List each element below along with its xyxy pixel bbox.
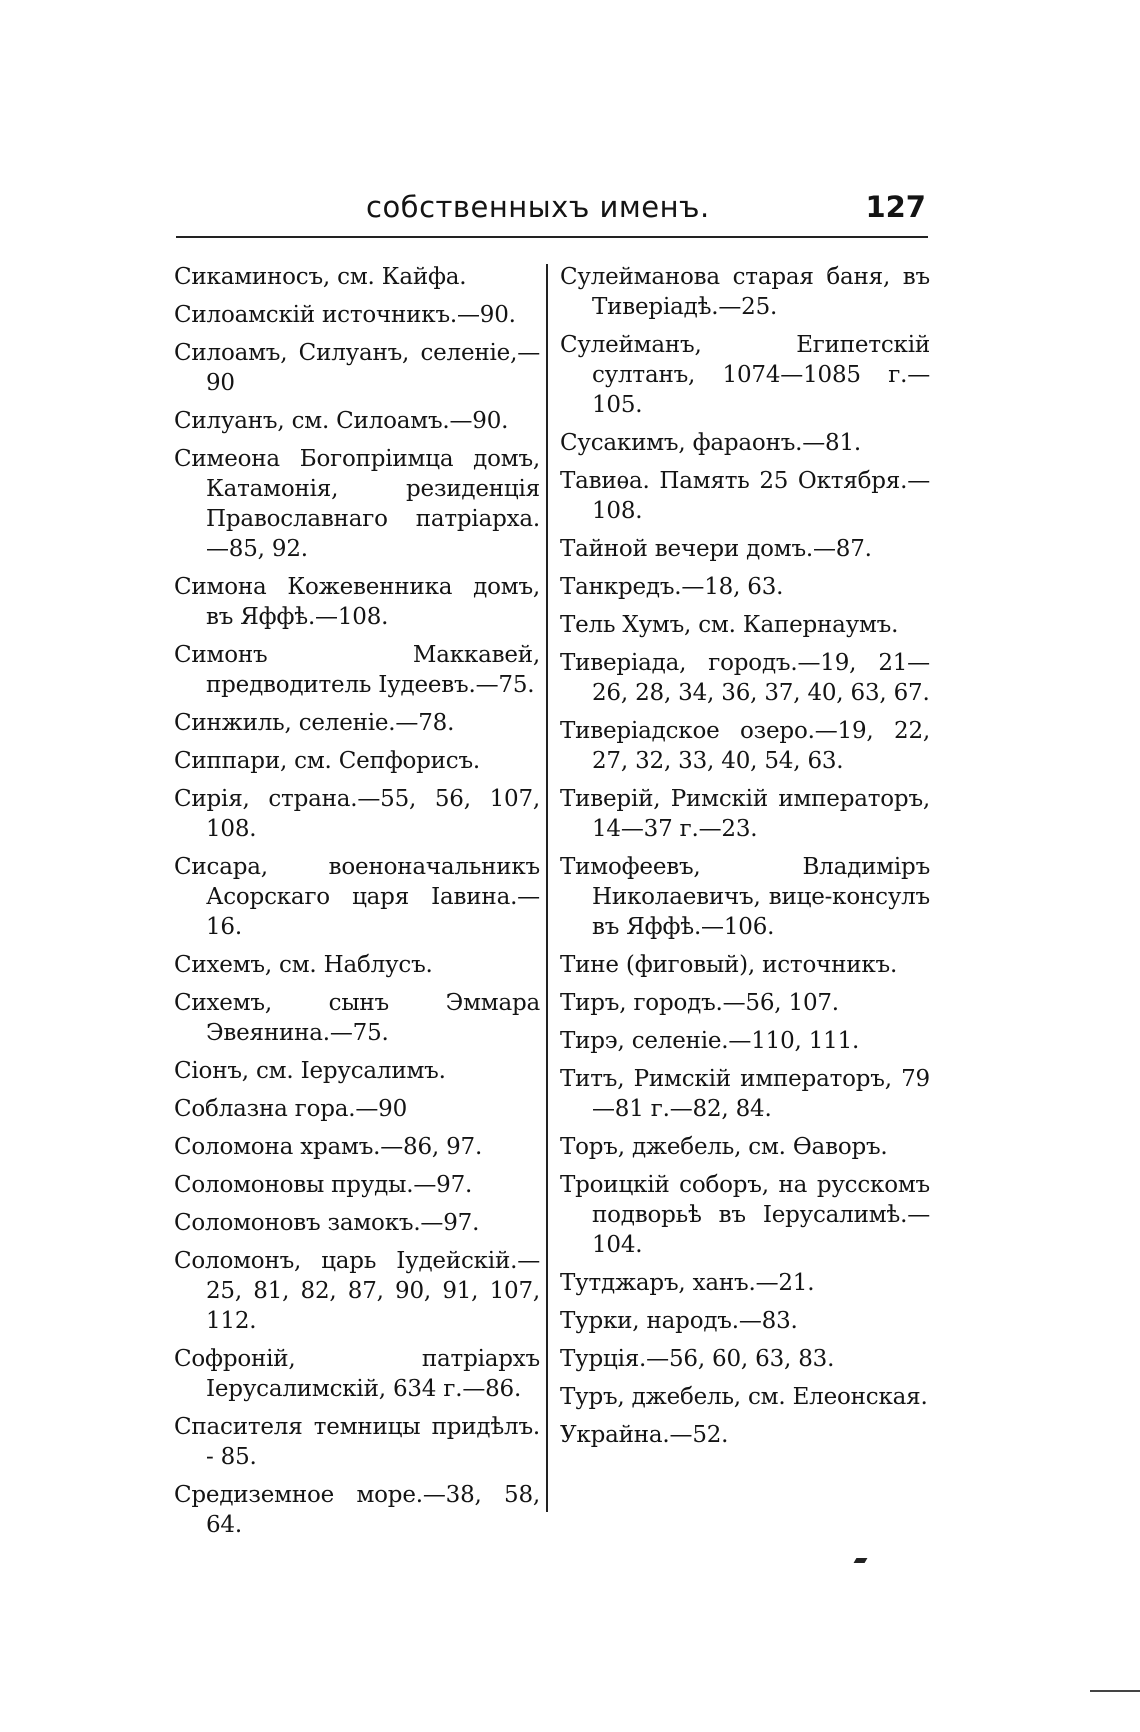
index-entry: Тутджаръ, ханъ.—21.: [560, 1270, 815, 1296]
index-entry: Тайной вечери домъ.—87.: [560, 536, 872, 562]
index-entry: Софроній, патріархъ Іерусалимскій, 634 г.—86.: [174, 1346, 540, 1402]
index-entry: Торъ, джебель, см. Ѳаворъ.: [560, 1134, 888, 1160]
index-entry: Тимофеевъ, Владиміръ Николаевичъ, вице-консулъ въ Яффѣ.—106.: [560, 854, 930, 940]
index-entry: Соблазна гора.—90: [174, 1096, 408, 1122]
printer-mark: [854, 1558, 868, 1563]
index-entry: Тирэ, селеніе.—110, 111.: [560, 1028, 860, 1054]
index-entry: Сусакимъ, фараонъ.—81.: [560, 430, 862, 456]
index-entry: Титъ, Римскій императоръ, 79—81 г.—82, 84.: [560, 1066, 930, 1122]
page-header: [176, 190, 928, 238]
index-entry: Танкредъ.—18, 63.: [560, 574, 784, 600]
index-entry: Тель Хумъ, см. Капернаумъ.: [560, 612, 899, 638]
page-number: 127: [865, 190, 926, 224]
index-entry: Тине (фиговый), источникъ.: [560, 952, 898, 978]
index-entry: Троицкій соборъ, на русскомъ подворьѣ въ Іерусалимѣ.— 104.: [560, 1172, 930, 1258]
index-entry: Турки, народъ.—83.: [560, 1308, 798, 1334]
index-entry: Сулейманъ, Египетскій султанъ, 1074—1085 г.—105.: [560, 332, 930, 418]
index-entry: Силоамскій источникъ.—90.: [174, 302, 516, 328]
index-column-right: [560, 262, 930, 1458]
index-entry: Тиръ, городъ.—56, 107.: [560, 990, 839, 1016]
index-entry: Симона Кожевенника домъ, въ Яффѣ.—108.: [174, 574, 540, 630]
index-entry: Соломоновы пруды.—97.: [174, 1172, 473, 1198]
index-entry: Сисара, военоначальникъ Асорскаго царя Іавина.—16.: [174, 854, 540, 940]
index-entry: Соломоновъ замокъ.—97.: [174, 1210, 480, 1236]
index-entry: Сикаминосъ, см. Кайфа.: [174, 264, 467, 290]
index-entry: Турція.—56, 60, 63, 83.: [560, 1346, 835, 1372]
index-entry: Силуанъ, см. Силоамъ.—90.: [174, 408, 509, 434]
index-entry: Сулеймановa старая баня, въ Тиверіадѣ.—25.: [560, 264, 930, 320]
index-entry: Тиверіада, городъ.—19, 21— 26, 28, 34, 36, 37, 40, 63, 67.: [560, 650, 930, 706]
index-entry: Средиземное море.—38, 58, 64.: [174, 1482, 540, 1538]
index-entry: Сихемъ, сынъ Эммара Эвеянина.—75.: [174, 990, 540, 1046]
index-entry: Сіонъ, см. Іерусалимъ.: [174, 1058, 446, 1084]
index-entry: Сихемъ, см. Наблусъ.: [174, 952, 433, 978]
index-entry: Туръ, джебель, см. Елеонская.: [560, 1384, 928, 1410]
index-entry: Спасителя темницы придѣлъ. - 85.: [174, 1414, 540, 1470]
index-entry: Синжиль, селеніе.—78.: [174, 710, 455, 736]
index-entry: Симеона Богопріимца домъ, Катамонія, резиденція Православнаго патріарха.—85, 92.: [174, 446, 540, 562]
index-entry: Тиверіадское озеро.—19, 22, 27, 32, 33, 40, 54, 63.: [560, 718, 930, 774]
index-entry: Сирія, страна.—55, 56, 107, 108.: [174, 786, 540, 842]
index-entry: Соломона храмъ.—86, 97.: [174, 1134, 483, 1160]
index-entry: Соломонъ, царь Іудейскій.— 25, 81, 82, 87, 90, 91, 107, 112.: [174, 1248, 540, 1334]
column-divider: [546, 264, 548, 1512]
index-entry: Силоамъ, Силуанъ, селеніе,— 90: [174, 340, 540, 396]
page-edge-line: [1090, 1690, 1140, 1692]
index-entry: Сиппари, см. Сепфорисъ.: [174, 748, 481, 774]
index-entry: Тавиѳа. Память 25 Октября.— 108.: [560, 468, 930, 524]
running-head: собственныхъ именъ.: [366, 190, 710, 224]
index-column-left: [174, 262, 540, 1548]
index-entry: Тиверій, Римскій императоръ, 14—37 г.—23.: [560, 786, 930, 842]
index-entry: Украйна.—52.: [560, 1422, 729, 1448]
index-entry: Симонъ Маккавей, предводитель Іудеевъ.—75.: [174, 642, 540, 698]
